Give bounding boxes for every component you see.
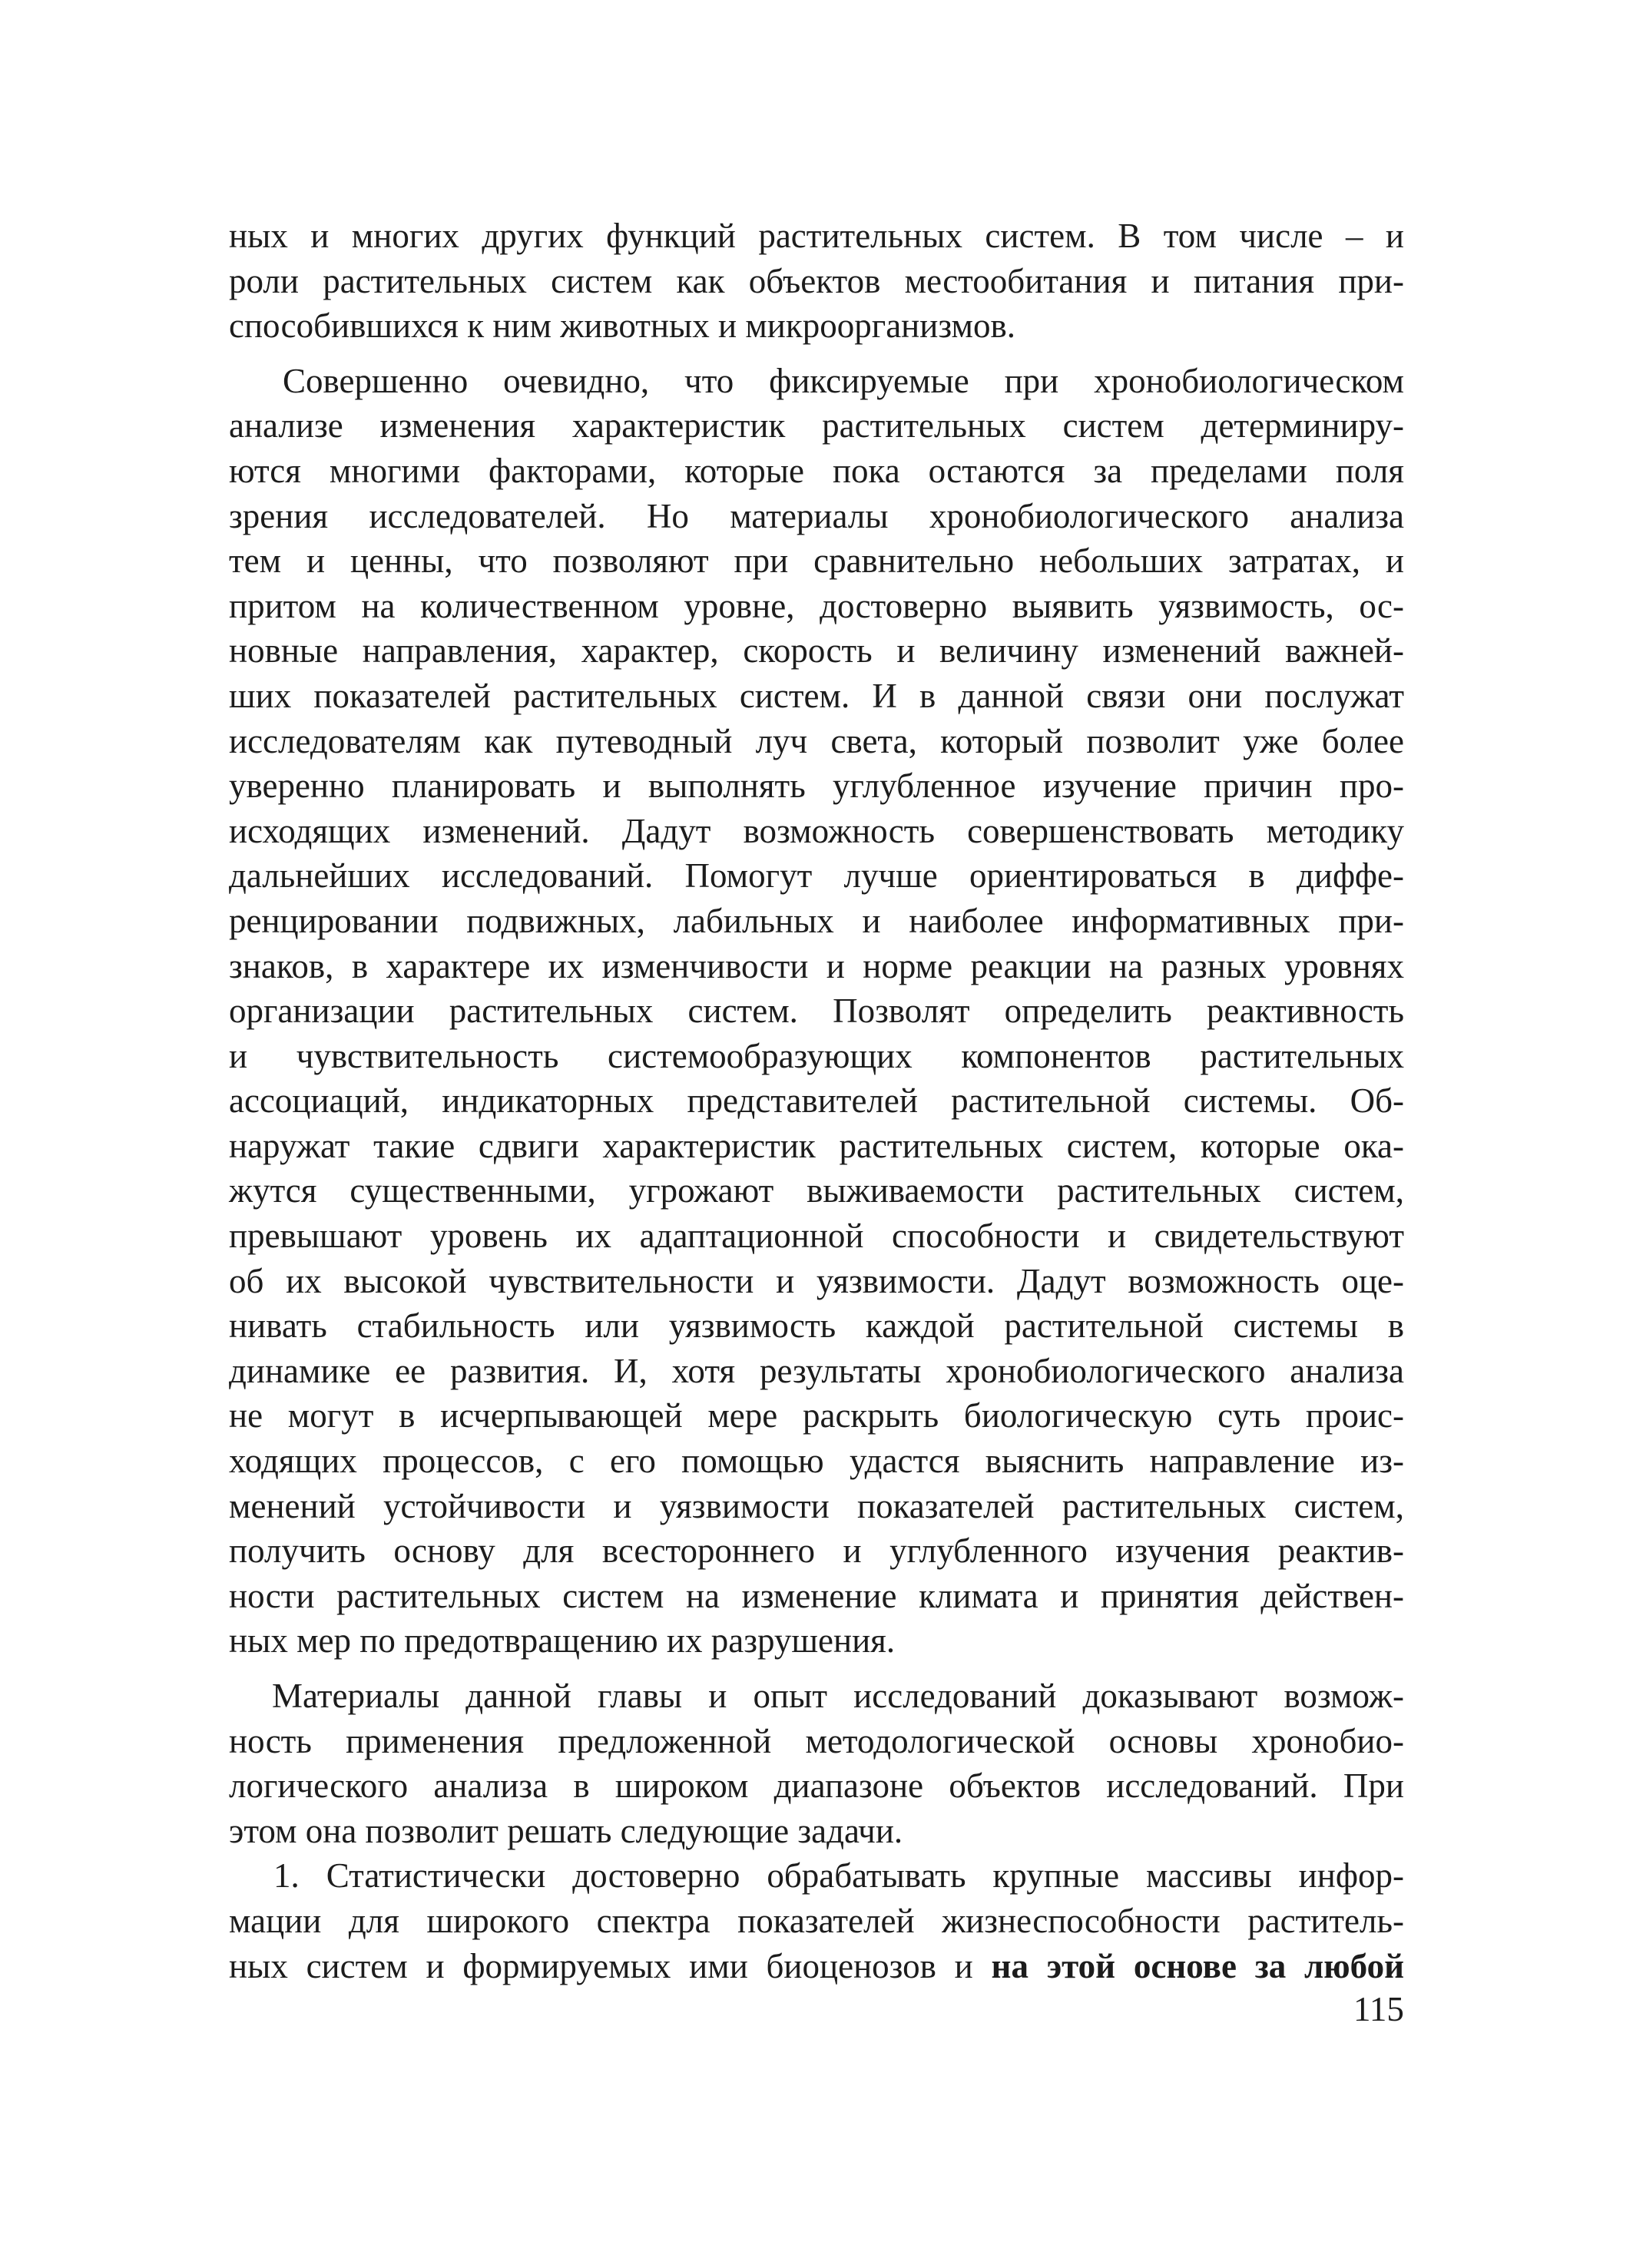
page-number: 115 bbox=[1353, 1990, 1404, 2028]
text-line: ются многими факторами, которые пока остаются за пределами поля bbox=[229, 451, 1404, 490]
bold-text-segment: на этой основе за любой bbox=[991, 1946, 1405, 1985]
text-line: организации растительных систем. Позволят определить реактивность bbox=[229, 992, 1404, 1031]
text-line: способившихся к ним животных и микроорганизмов. bbox=[229, 306, 1015, 346]
text-line: мации для широкого спектра показателей жизнеспособности раститель- bbox=[229, 1901, 1404, 1940]
paragraph-3 bbox=[229, 1674, 1404, 1853]
text-line: получить основу для всестороннего и углубленного изучения реактив- bbox=[229, 1531, 1404, 1571]
paragraph-2 bbox=[229, 359, 1404, 1664]
text-line: новные направления, характер, скорость и величину изменений важней- bbox=[229, 631, 1404, 670]
text-line: ность применения предложенной методологической основы хронобио- bbox=[229, 1721, 1404, 1760]
text-line-with-bold bbox=[229, 1944, 1404, 1989]
text-line: Совершенно очевидно, что фиксируемые при хронобиологическом bbox=[283, 361, 1404, 400]
text-line: знаков, в характере их изменчивости и норме реакции на разных уровнях bbox=[229, 946, 1404, 985]
text-line: притом на количественном уровне, достоверно выявить уязвимость, ос- bbox=[229, 586, 1404, 625]
text-line: ных и многих других функций растительных систем. В том числе – и bbox=[229, 217, 1404, 255]
text-segment: ных систем и формируемых ими биоценозов и bbox=[229, 1946, 992, 1985]
text-line: Материалы данной главы и опыт исследований доказывают возмож- bbox=[272, 1677, 1404, 1715]
text-line: об их высокой чувствительности и уязвимости. Дадут возможность оце- bbox=[229, 1261, 1404, 1300]
text-line: анализе изменения характеристик растительных систем детерминиру- bbox=[229, 406, 1404, 445]
text-line: этом она позволит решать следующие задачи. bbox=[229, 1811, 903, 1850]
text-line: ших показателей растительных систем. И в данной связи они послужат bbox=[229, 676, 1404, 715]
paragraph-4-list-item bbox=[229, 1853, 1404, 1988]
text-line: и чувствительность системообразующих компонентов растительных bbox=[229, 1036, 1404, 1075]
text-line: ных мер по предотвращению их разрушения. bbox=[229, 1621, 896, 1660]
text-line: ходящих процессов, с его помощью удастся выяснить направление из- bbox=[229, 1442, 1404, 1481]
text-line: исходящих изменений. Дадут возможность совершенствовать методику bbox=[229, 811, 1404, 850]
text-line: зрения исследователей. Но материалы хронобиологического анализа bbox=[229, 496, 1404, 535]
text-line: ренцировании подвижных, лабильных и наиболее информативных при- bbox=[229, 901, 1404, 940]
paragraph-1 bbox=[229, 214, 1404, 349]
text-line: уверенно планировать и выполнять углубленное изучение причин про- bbox=[229, 766, 1404, 806]
text-line: динамике ее развития. И, хотя результаты хронобиологического анализа bbox=[229, 1351, 1404, 1390]
text-line: исследователям как путеводный луч света, который позволит уже более bbox=[229, 721, 1404, 760]
text-line: ассоциаций, индикаторных представителей растительной системы. Об- bbox=[229, 1081, 1404, 1121]
text-line: наружат такие сдвиги характеристик растительных систем, которые ока- bbox=[229, 1126, 1404, 1165]
text-line: жутся существенными, угрожают выживаемости растительных систем, bbox=[229, 1171, 1404, 1210]
text-line: менений устойчивости и уязвимости показателей растительных систем, bbox=[229, 1486, 1404, 1525]
text-line: 1. Статистически достоверно обрабатывать крупные массивы инфор- bbox=[273, 1856, 1404, 1896]
text-line: логического анализа в широком диапазоне объектов исследований. При bbox=[229, 1766, 1404, 1806]
text-line: не могут в исчерпывающей мере раскрыть биологическую суть проис- bbox=[229, 1396, 1404, 1435]
text-line: нивать стабильность или уязвимость каждой растительной системы в bbox=[229, 1306, 1404, 1346]
text-line: дальнейших исследований. Помогут лучше ориентироваться в диффе- bbox=[229, 856, 1404, 896]
text-line: тем и ценны, что позволяют при сравнительно небольших затратах, и bbox=[229, 541, 1404, 581]
text-line: ности растительных систем на изменение климата и принятия действен- bbox=[229, 1576, 1404, 1615]
text-line: роли растительных систем как объектов местообитания и питания при- bbox=[229, 261, 1404, 300]
text-line: превышают уровень их адаптационной способности и свидетельствуют bbox=[229, 1217, 1404, 1256]
body-text bbox=[229, 214, 1404, 1988]
